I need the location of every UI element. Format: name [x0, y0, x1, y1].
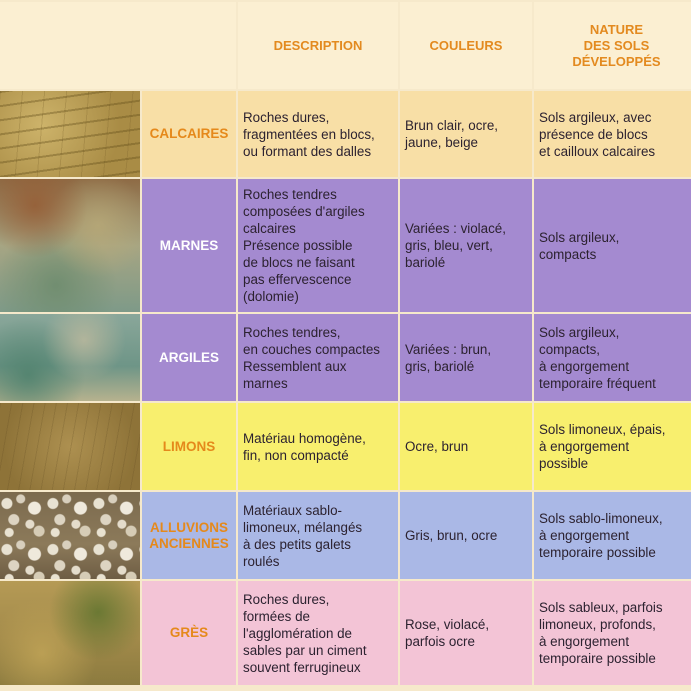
- row-description-limons: Matériau homogène, fin, non compacté: [238, 403, 398, 490]
- soil-photo-limons: [0, 403, 140, 490]
- row-description-argiles: Roches tendres, en couches compactes Ressemblent aux marnes: [238, 314, 398, 401]
- header-description: DESCRIPTION: [238, 2, 398, 89]
- row-couleurs-gres: Rose, violacé, parfois ocre: [400, 581, 532, 685]
- row-description-alluvions-anciennes: Matériaux sablo- limoneux, mélangés à des petits galets roulés: [238, 492, 398, 579]
- header-nature: NATURE DES SOLS DÉVELOPPÉS: [534, 2, 691, 89]
- row-name-argiles: ARGILES: [142, 314, 236, 401]
- row-nature-calcaires: Sols argileux, avec présence de blocs et cailloux calcaires: [534, 91, 691, 177]
- header-couleurs: COULEURS: [400, 2, 532, 89]
- soil-photo-alluvions-anciennes: [0, 492, 140, 579]
- row-couleurs-marnes: Variées : violacé, gris, bleu, vert, bariolé: [400, 179, 532, 312]
- row-name-gres: GRÈS: [142, 581, 236, 685]
- row-nature-gres: Sols sableux, parfois limoneux, profonds, à engorgement temporaire possible: [534, 581, 691, 685]
- soil-photo-gres: [0, 581, 140, 685]
- row-couleurs-alluvions-anciennes: Gris, brun, ocre: [400, 492, 532, 579]
- soil-photo-argiles: [0, 314, 140, 401]
- row-description-gres: Roches dures, formées de l'agglomération de sables par un ciment souvent ferrugineux: [238, 581, 398, 685]
- row-name-calcaires: CALCAIRES: [142, 91, 236, 177]
- row-couleurs-argiles: Variées : brun, gris, bariolé: [400, 314, 532, 401]
- header-corner: [0, 2, 236, 89]
- row-couleurs-calcaires: Brun clair, ocre, jaune, beige: [400, 91, 532, 177]
- row-nature-limons: Sols limoneux, épais, à engorgement possible: [534, 403, 691, 490]
- row-nature-marnes: Sols argileux, compacts: [534, 179, 691, 312]
- row-description-marnes: Roches tendres composées d'argiles calcaires Présence possible de blocs ne faisant pas effervescence (dolomie): [238, 179, 398, 312]
- row-name-marnes: MARNES: [142, 179, 236, 312]
- row-nature-alluvions-anciennes: Sols sablo-limoneux, à engorgement temporaire possible: [534, 492, 691, 579]
- row-name-alluvions-anciennes: ALLUVIONS ANCIENNES: [142, 492, 236, 579]
- row-nature-argiles: Sols argileux, compacts, à engorgement temporaire fréquent: [534, 314, 691, 401]
- soil-photo-marnes: [0, 179, 140, 312]
- row-name-limons: LIMONS: [142, 403, 236, 490]
- row-couleurs-limons: Ocre, brun: [400, 403, 532, 490]
- soil-photo-calcaires: [0, 91, 140, 177]
- row-description-calcaires: Roches dures, fragmentées en blocs, ou formant des dalles: [238, 91, 398, 177]
